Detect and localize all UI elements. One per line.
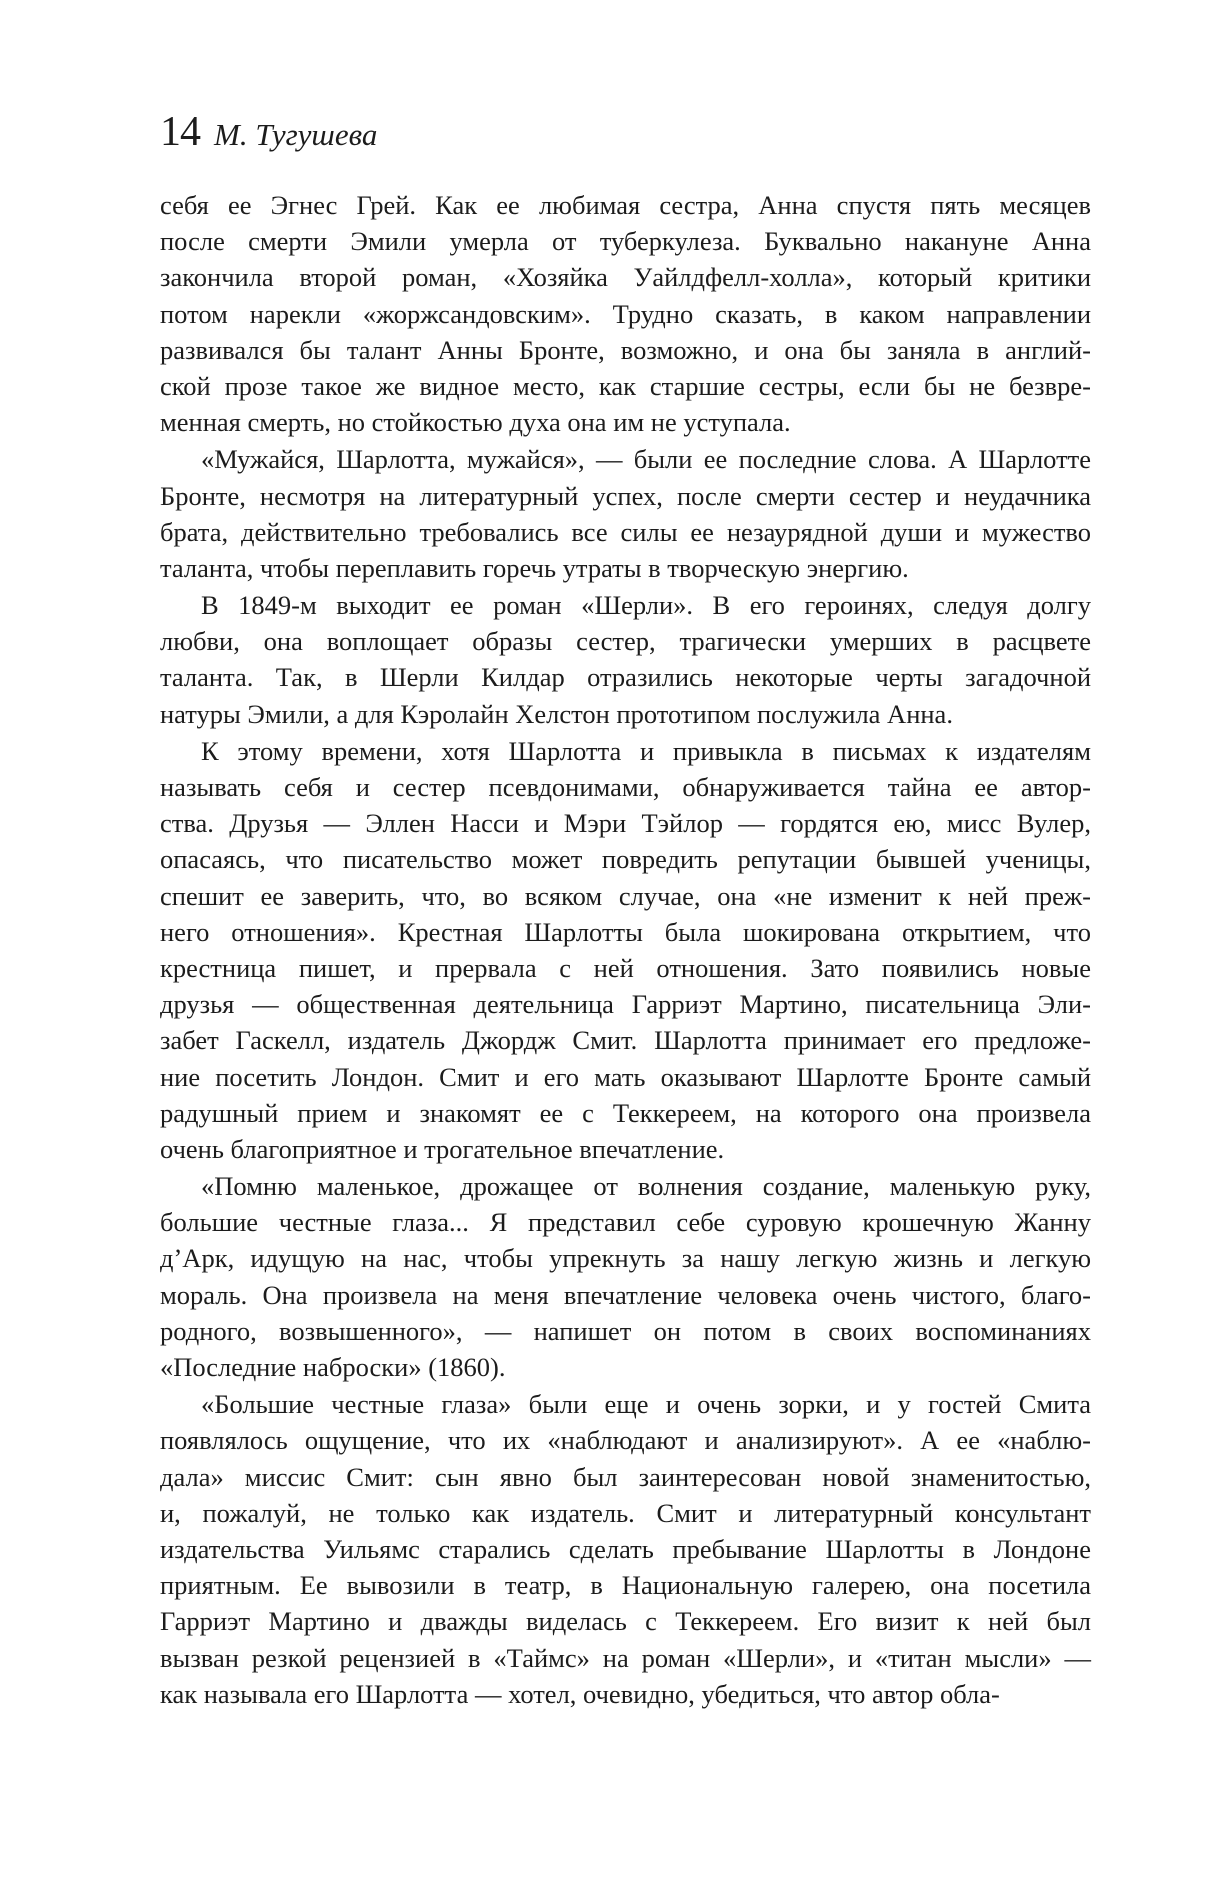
text-line: «Мужайся, Шарлотта, мужайся», — были ее последние слова. А Шарлотте [201, 444, 1091, 475]
text-line: развивался бы талант Анны Бронте, возможно, и она бы заняла в англий- [160, 334, 1091, 365]
text-line: и, пожалуй, не только как издатель. Смит и литературный консультант [160, 1497, 1091, 1528]
page-number: 14 [160, 109, 200, 155]
text-line: Бронте, несмотря на литературный успех, после смерти сестер и неудачника [160, 480, 1091, 511]
text-line: натуры Эмили, а для Кэролайн Хелстон прототипом послужила Анна. [160, 698, 953, 729]
text-line: как называла его Шарлотта — хотел, очевидно, убедиться, что автор обла- [160, 1678, 1000, 1709]
text-line: дала» миссис Смит: сын явно был заинтересован новой знаменитостью, [160, 1461, 1091, 1492]
text-line: «Помню маленькое, дрожащее от волнения создание, маленькую руку, [201, 1171, 1091, 1202]
text-line: В 1849-м выходит ее роман «Шерли». В его героинях, следуя долгу [201, 590, 1091, 621]
text-line: спешит ее заверить, что, во всяком случае, она «не изменит к ней преж- [160, 880, 1091, 911]
text-line: появлялось ощущение, что их «наблюдают и анализируют». А ее «наблю- [160, 1425, 1091, 1456]
paragraph [160, 733, 1091, 1167]
text-line: приятным. Ее вывозили в театр, в Национальную галерею, она посетила [160, 1570, 1091, 1601]
text-line: потом нарекли «жоржсандовским». Трудно сказать, в каком направлении [160, 298, 1091, 329]
text-line: себя ее Эгнес Грей. Как ее любимая сестра, Анна спустя пять месяцев [160, 190, 1091, 220]
paragraph [160, 187, 1091, 440]
text-line: Гарриэт Мартино и дважды виделась с Теккереем. Его визит к ней был [160, 1606, 1091, 1637]
text-line: менная смерть, но стойкостью духа она им не уступала. [160, 407, 791, 438]
text-line: таланта. Так, в Шерли Килдар отразились некоторые черты загадочной [160, 662, 1091, 693]
text-line: опасаясь, что писательство может повредить репутации бывшей ученицы, [160, 844, 1091, 875]
text-line: крестница пишет, и прервала с ней отношения. Зато появились новые [160, 952, 1091, 983]
paragraph [160, 441, 1091, 586]
text-line: забет Гаскелл, издатель Джордж Смит. Шарлотта принимает его предложе- [160, 1025, 1091, 1056]
text-line: К этому времени, хотя Шарлотта и привыкла в письмах к издателям [201, 735, 1091, 766]
text-line: любви, она воплощает образы сестер, трагически умерших в расцвете [160, 626, 1091, 657]
text-line: вызван резкой рецензией в «Таймс» на роман «Шерли», и «титан мысли» — [160, 1642, 1091, 1673]
running-head [160, 108, 377, 158]
text-line: закончила второй роман, «Хозяйка Уайлдфелл-холла», который критики [160, 262, 1091, 293]
text-line: называть себя и сестер псевдонимами, обнаруживается тайна ее автор- [160, 772, 1091, 802]
text-line: издательства Уильямс старались сделать пребывание Шарлотты в Лондоне [160, 1533, 1091, 1564]
text-line: таланта, чтобы переплавить горечь утраты в творческую энергию. [160, 552, 909, 583]
body-text [160, 187, 1091, 1712]
text-line: «Большие честные глаза» были еще и очень зорки, и у гостей Смита [201, 1389, 1091, 1420]
text-line: мораль. Она произвела на меня впечатление человека очень чистого, благо- [160, 1279, 1091, 1310]
running-head-author: М. Тугушева [214, 117, 378, 152]
text-line: «Последние наброски» (1860). [160, 1352, 506, 1382]
text-line: д’Арк, идущую на нас, чтобы упрекнуть за нашу легкую жизнь и легкую [160, 1243, 1091, 1274]
paragraph [160, 1168, 1091, 1385]
text-line: ние посетить Лондон. Смит и его мать оказывают Шарлотте Бронте самый [160, 1061, 1091, 1092]
paragraph [160, 1386, 1091, 1712]
text-line: ства. Друзья — Эллен Насси и Мэри Тэйлор — гордятся ею, мисс Вулер, [160, 808, 1091, 839]
text-line: родного, возвышенного», — напишет он потом в своих воспоминаниях [160, 1315, 1091, 1346]
text-line: радушный прием и знакомят ее с Теккереем, на которого она произвела [160, 1097, 1091, 1128]
text-line: после смерти Эмили умерла от туберкулеза. Буквально накануне Анна [160, 226, 1091, 257]
text-line: ской прозе такое же видное место, как старшие сестры, если бы не безвре- [160, 370, 1091, 401]
text-line: большие честные глаза... Я представил себе суровую крошечную Жанну [160, 1207, 1091, 1238]
text-line: друзья — общественная деятельница Гарриэт Мартино, писательница Эли- [160, 989, 1091, 1020]
text-line: брата, действительно требовались все силы ее незаурядной души и мужество [160, 516, 1091, 547]
text-line: очень благоприятное и трогательное впечатление. [160, 1133, 725, 1164]
paragraph [160, 587, 1091, 732]
text-line: него отношения». Крестная Шарлотты была шокирована открытием, что [160, 916, 1091, 947]
